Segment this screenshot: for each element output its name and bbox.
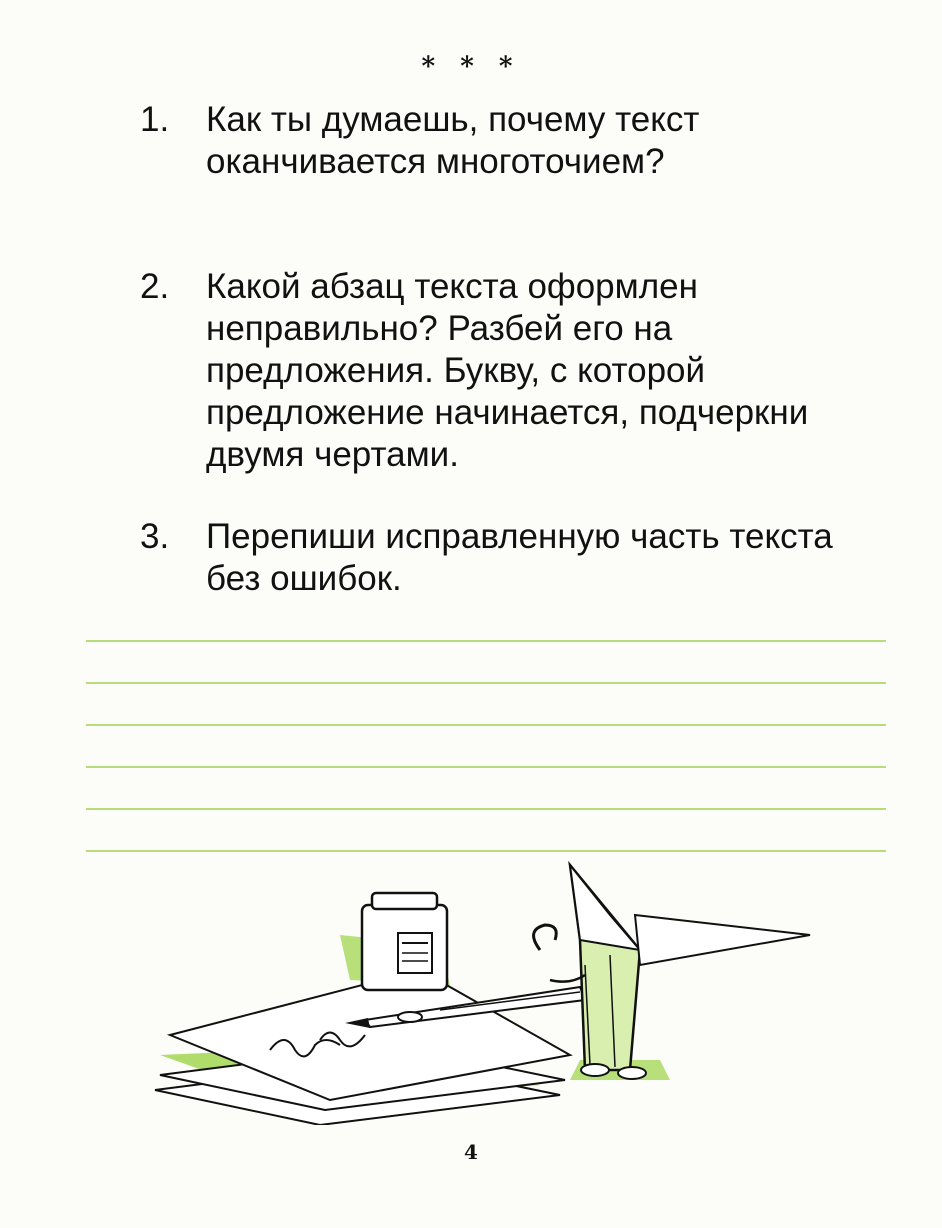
task-number: 1.	[140, 100, 170, 139]
task-text: Какой абзац текста оформлен неправильно? Разбей его на предложения. Букву, с которой предложение начинается, подчеркни двумя чертами.	[206, 267, 809, 474]
writing-line[interactable]	[86, 808, 886, 810]
ink-jar-illustration	[362, 893, 447, 990]
page-number: 4	[464, 1140, 478, 1164]
writing-line[interactable]	[86, 850, 886, 852]
section-divider-stars: * * *	[421, 52, 521, 82]
task-text: Как ты думаешь, почему текст оканчивается многоточием?	[206, 100, 700, 181]
pencil-ink-paper-illustration	[140, 855, 840, 1125]
task-3	[140, 516, 900, 600]
task-number: 2.	[140, 267, 170, 306]
task-number: 3.	[140, 517, 170, 556]
writing-line[interactable]	[86, 766, 886, 768]
task-text: Перепиши исправленную часть текста без ошибок.	[206, 517, 833, 598]
task-2	[140, 266, 900, 476]
paper-sheets-illustration	[155, 970, 570, 1125]
writing-line[interactable]	[86, 640, 886, 642]
task-1	[140, 99, 900, 183]
pencil-character-illustration	[534, 865, 810, 1079]
writing-line[interactable]	[86, 682, 886, 684]
writing-line[interactable]	[86, 724, 886, 726]
